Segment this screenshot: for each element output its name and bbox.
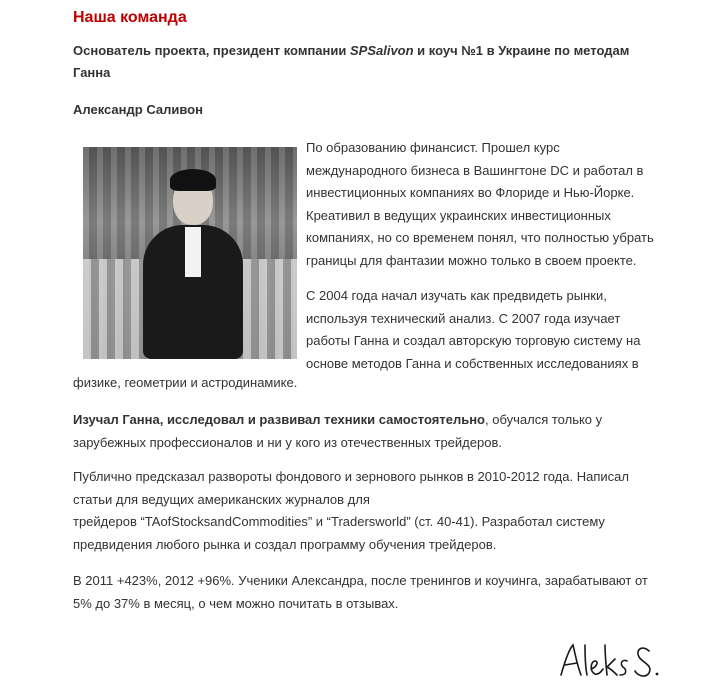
bio-line: международного бизнеса в Вашингтоне DC и работал в: [306, 162, 644, 178]
results-paragraph: [73, 570, 663, 615]
bio-line: используя технический анализ. С 2007 года изучает: [306, 310, 621, 326]
bio-line: работы Ганна и создал авторскую торговую систему на: [306, 333, 641, 348]
predictions-line: трейдеров “TAofStocksandCommodities” и “Tradersworld” (ст. 40-41). Разработал систему: [73, 514, 605, 529]
results-line: В 2011 +423%, 2012 +96%. Ученики Александра, после тренингов и коучинга, зарабатывают от: [73, 573, 648, 588]
bio-line: компаниях, но со временем понял, что полностью убрать: [306, 230, 654, 245]
shirt-shape: [185, 227, 201, 277]
bio-paragraph-analysis-tail: физике, геометрии и астродинамике.: [73, 375, 298, 390]
company-name: SPSalivon: [349, 43, 414, 58]
gann-study-paragraph: [73, 409, 663, 454]
hair-shape: [170, 169, 216, 191]
predictions-line: Публично предсказал развороты фондового и зернового рынков в 2010-2012 года. Написал: [73, 469, 629, 484]
bio-line: По образованию финансист. Прошел курс: [306, 140, 560, 155]
results-line: 5% до 37% в месяц, о чем можно почитать в отзывах.: [73, 595, 399, 611]
subtitle-line2: Ганна: [73, 65, 111, 80]
gann-study-line2: зарубежных профессионалов и ни у кого из отечественных трейдеров.: [73, 434, 502, 450]
founder-subtitle: [73, 40, 653, 84]
bio-paragraph-education: [306, 137, 666, 272]
portrait-photo: [83, 147, 297, 359]
bio-line: инвестиционных компаниях во Флориде и Нью-Йорке.: [306, 185, 635, 200]
predictions-line: предвидения любого рынка и создал программу обучения трейдеров.: [73, 536, 497, 552]
subtitle-prefix: Основатель проекта, президент компании: [73, 43, 350, 58]
section-title: Наша команда: [73, 9, 187, 26]
predictions-paragraph: [73, 466, 663, 556]
bio-text: [306, 137, 666, 388]
bio-paragraph-analysis: [306, 285, 666, 375]
gann-study-bold: Изучал Ганна, исследовал и развивал техники самостоятельно: [73, 412, 485, 427]
bio-line: границы для фантазии можно только в своем проекте.: [306, 252, 637, 268]
bio-line: основе методов Ганна и собственных исследованиях в: [306, 355, 639, 371]
gann-study-rest: , обучался только у: [485, 412, 603, 427]
bio-line: Креативил в ведущих украинских инвестиционных: [306, 207, 611, 223]
bio-line: С 2004 года начал изучать как предвидеть рынки,: [306, 288, 607, 303]
person-name: Александр Саливон: [73, 102, 203, 117]
predictions-line: статьи для ведущих американских журналов для: [73, 491, 370, 507]
handwritten-signature: [557, 641, 667, 681]
subtitle-suffix: и коуч №1 в Украине по методам: [413, 43, 630, 58]
